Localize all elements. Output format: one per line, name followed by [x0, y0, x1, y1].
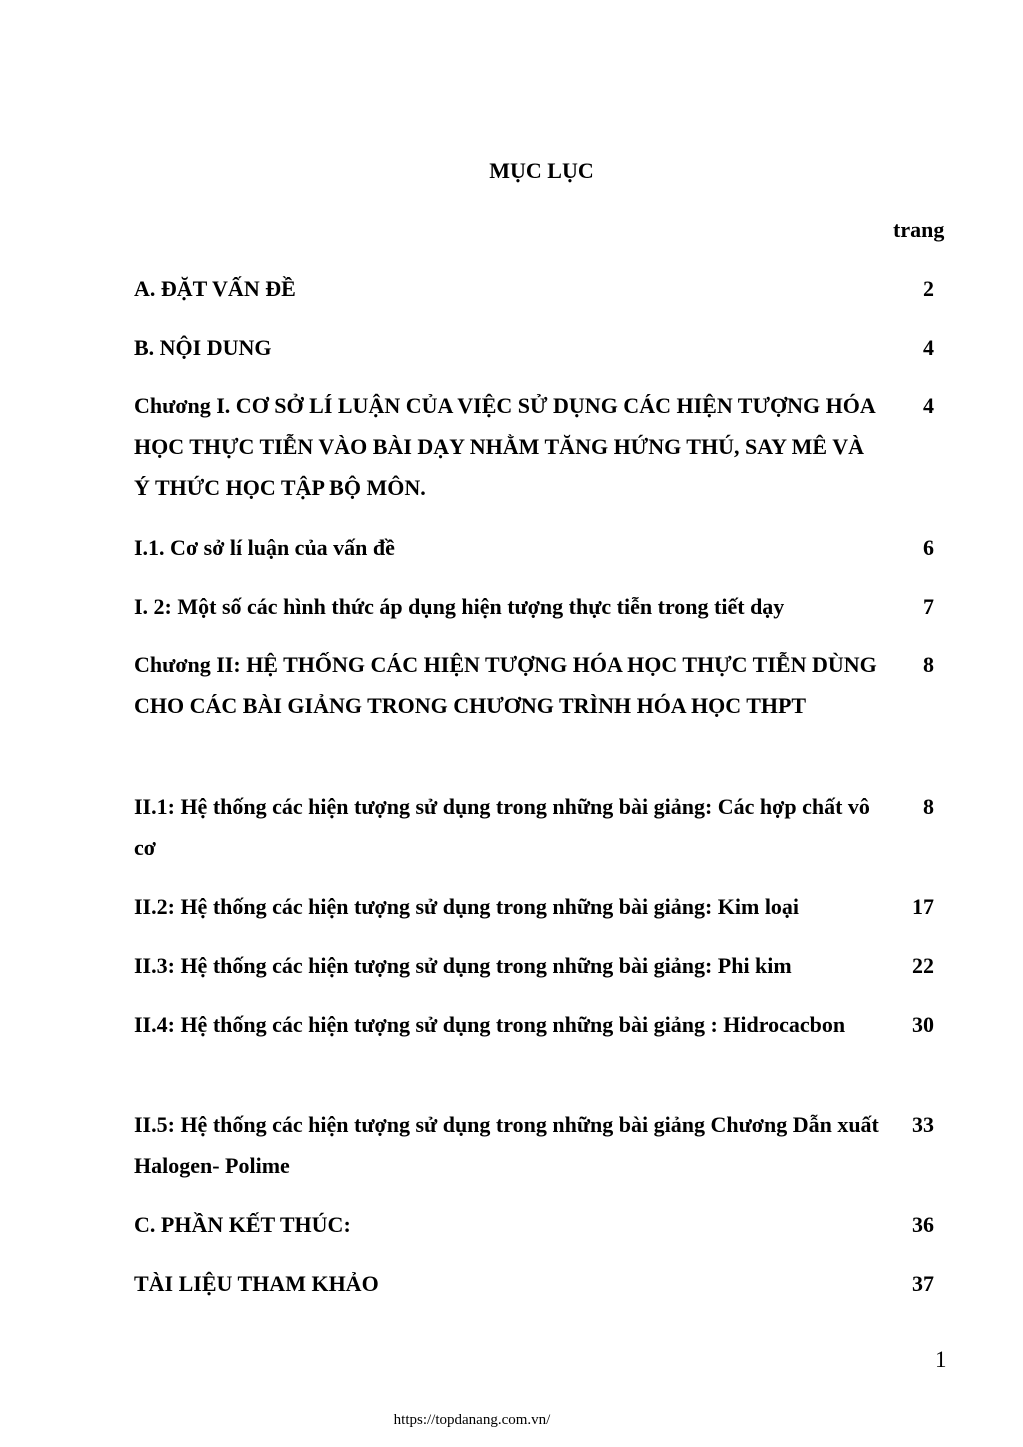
toc-entry-text: C. PHẦN KẾT THÚC: [134, 1212, 351, 1237]
toc-entry [134, 527, 934, 568]
toc-entry [134, 1004, 934, 1045]
toc-entry-page: 8 [923, 794, 934, 819]
toc-entry [134, 327, 934, 368]
toc-entry [134, 385, 934, 508]
toc-entry-page: 4 [923, 393, 934, 418]
toc-entry-text: II.4: Hệ thống các hiện tượng sử dụng trong những bài giảng : Hidrocacbon [134, 1012, 846, 1037]
toc-entry-text: I.1. Cơ sở lí luận của vấn đề [134, 535, 395, 560]
toc-entry-page: 7 [923, 594, 934, 619]
toc-entry-text: II.3: Hệ thống các hiện tượng sử dụng trong những bài giảng: Phi kim [134, 953, 792, 978]
toc-entry [134, 1204, 934, 1245]
toc-entry-page: 17 [912, 894, 934, 919]
toc-entry-page: 36 [912, 1212, 934, 1237]
toc-entry [134, 1263, 934, 1304]
toc-entry-page: 33 [912, 1112, 934, 1137]
toc-entry-page: 6 [923, 535, 934, 560]
toc-entry-text: A. ĐẶT VẤN ĐỀ [134, 276, 296, 301]
toc-entry-text: B. NỘI DUNG [134, 335, 272, 360]
toc-entry-page: 2 [923, 276, 934, 301]
toc-entry-text: Chương II: HỆ THỐNG CÁC HIỆN TƯỢNG HÓA HỌC THỰC TIỄN DÙNG CHO CÁC BÀI GIẢNG TRONG CHƯƠNG TRÌNH HÓA HỌC THPT [134, 652, 877, 718]
toc-entry [134, 644, 934, 726]
toc-entry-page: 22 [912, 953, 934, 978]
toc-entry-page: 8 [923, 652, 934, 677]
toc-entry [134, 268, 934, 309]
toc-entry-text: TÀI LIỆU THAM KHẢO [134, 1271, 379, 1296]
page-column-header: trang [893, 217, 945, 242]
toc-entry [134, 1104, 934, 1186]
toc-entry [134, 886, 934, 927]
toc-entry-text: I. 2: Một số các hình thức áp dụng hiện tượng thực tiễn trong tiết dạy [134, 594, 785, 619]
toc-entry [134, 945, 934, 986]
footer-url[interactable]: https://topdanang.com.vn/ [393, 1412, 551, 1428]
toc-entry-page: 4 [923, 335, 934, 360]
toc-entry [134, 786, 934, 868]
page-number: 1 [935, 1347, 947, 1372]
toc-entry-text: II.1: Hệ thống các hiện tượng sử dụng trong những bài giảng: Các hợp chất vô cơ [134, 794, 870, 860]
page-title: MỤC LỤC [489, 158, 594, 183]
toc-entry-page: 30 [912, 1012, 934, 1037]
toc-entry-text: II.5: Hệ thống các hiện tượng sử dụng trong những bài giảng Chương Dẫn xuất Halogen- Polime [134, 1112, 879, 1178]
toc-entry-page: 37 [912, 1271, 934, 1296]
toc-entry [134, 586, 934, 627]
toc-entry-text: Chương I. CƠ SỞ LÍ LUẬN CỦA VIỆC SỬ DỤNG CÁC HIỆN TƯỢNG HÓA HỌC THỰC TIỄN VÀO BÀI DẠY NHẰM TĂNG HỨNG THÚ, SAY MÊ VÀ Ý THỨC HỌC TẬP BỘ MÔN. [134, 393, 875, 500]
toc-entry-text: II.2: Hệ thống các hiện tượng sử dụng trong những bài giảng: Kim loại [134, 894, 800, 919]
